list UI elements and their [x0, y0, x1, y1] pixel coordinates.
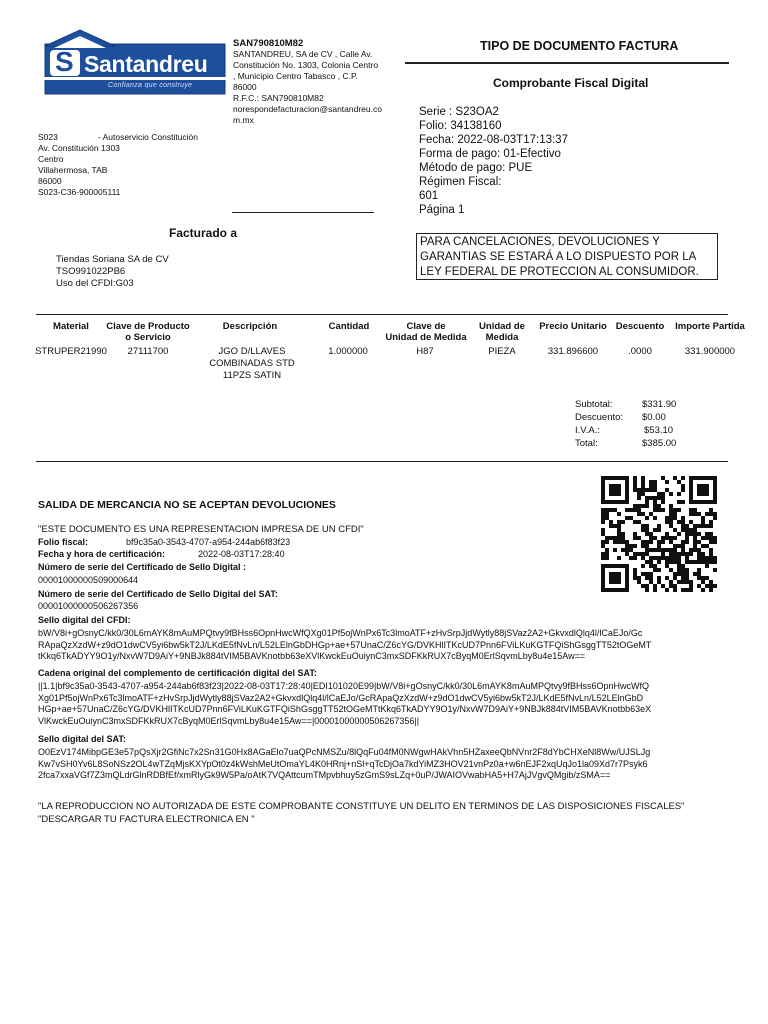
cadena-line: VlKwckEuOuiynC3mxSDFKkRUX7cByqM0ErlSqvmLby8u4e15Aw==|00001000000506267356||: [38, 715, 420, 726]
cell-descuento: .0000: [628, 346, 652, 357]
cadena-line: Xg01Pf5ojWnPx6Tc3lmoATF+zHvSrpJjdWytly88jSVaz2A2+GkvxdlQlq4l/lCaEJo/GcRApaQzXzdW+z9dO1dwCV5yi6bw5kT2J/LKdE5fNvLn/L52LElnGbD: [38, 692, 644, 703]
cell-clave-producto: 27111700: [127, 346, 169, 357]
branch-line: 86000: [38, 176, 62, 186]
col-header-clave-producto: [103, 321, 193, 343]
sello-cfdi-value: [38, 628, 728, 663]
cell-descripcion-2: COMBINADAS STD: [209, 358, 295, 369]
detail-serie: Serie : S23OA2: [419, 106, 499, 118]
col-header-clave-unidad-2: Unidad de Medida: [385, 332, 467, 343]
issuer-rfc-title: SAN790810M82: [233, 38, 304, 49]
cadena-line: HGp+ae+57UnaC/Z6cYG/DVKHlITKcUD7Pnn6FViLKuKGTFQiShGsggTT52tOGeMTtKkq6TkADYY9O1y/NxvW7D9AiY+9NBJk884tVIM5BAVKnotbb63eX: [38, 704, 652, 715]
notice-box: PARA CANCELACIONES, DEVOLUCIONES Y GARANTIAS SE ESTARÁ A LO DISPUESTO POR LA LEY FEDERAL DE PROTECCION AL CONSUMIDOR.: [416, 233, 718, 280]
cert-date-value: 2022-08-03T17:28:40: [198, 549, 285, 559]
billed-to-line: Tiendas Soriana SA de CV: [56, 254, 169, 265]
cadena-label: Cadena original del complemento de certificación digital del SAT:: [38, 668, 317, 678]
download-notice: "DESCARGAR TU FACTURA ELECTRONICA EN ": [38, 814, 255, 825]
descuento-value: $0.00: [642, 412, 666, 423]
issuer-line: m.mx: [233, 115, 254, 125]
issuer-address: [233, 49, 393, 126]
detail-page: Página 1: [419, 204, 465, 216]
detail-fecha: Fecha: 2022-08-03T17:13:37: [419, 134, 568, 146]
cell-importe: 331.900000: [684, 346, 736, 357]
divider: [36, 461, 728, 462]
total-value: $385.00: [642, 438, 677, 449]
divider: [36, 314, 728, 315]
sello-cfdi-line: RApaQzXzdW+z9dO1dwCV5yi6bw5kT2J/LKdE5fNvLn/L52LElnGbDHGp+ae+57UnaC/Z6cYG/DVKHlITKcUD7Pnn6FViLKuKGTFQiShGsggTT52tOGeMT: [38, 639, 652, 650]
col-header-material: Material: [53, 321, 89, 332]
detail-folio: Folio: 34138160: [419, 120, 502, 132]
col-header-unidad-2: Medida: [485, 332, 519, 343]
legal-notice: "LA REPRODUCCION NO AUTORIZADA DE ESTE COMPROBANTE CONSTITUYE UN DELITO EN TERMINOS DE LAS DISPOSICIONES FISCALES": [38, 801, 685, 812]
col-header-clave-unidad: [380, 321, 472, 343]
branch-line: Centro: [38, 154, 64, 164]
branch-line: Villahermosa, TAB: [38, 165, 108, 175]
logo-tagline: Confianza que construye: [108, 82, 193, 89]
cell-clave-unidad: H87: [416, 346, 434, 357]
cell-unidad: PIEZA: [488, 346, 516, 357]
iva-label: I.V.A.:: [575, 425, 600, 436]
sello-sat-line: O0EzV174MibpGE3e57pQsXjr2GfiNc7x2Sn31G0Hx8AGaElo7uaQPcNMSZu/8lQqFu04fM0NWgwHAkVhn5HZaxeeQbNVnr2F8dYbCHXeNl8Ww/UJSLJg: [38, 747, 651, 757]
cell-descripcion-1: JGO D/LLAVES: [218, 346, 286, 357]
cadena-line: ||1.1|bf9c35a0-3543-4707-a954-244ab6f83f23|2022-08-03T17:28:40|EDI101020E99|bW/V8i+gOsnyC/kk0/30L6mAYK8mAuMPQtvy9fBHss6OpnHwcWfQ: [38, 681, 649, 691]
col-header-precio: Precio Unitario: [539, 321, 607, 332]
issuer-line: R.F.C.: SAN790810M82: [233, 93, 324, 103]
col-header-descripcion: Descripción: [222, 321, 278, 332]
col-header-clave-producto-2: o Servicio: [125, 332, 171, 343]
qr-code-icon: [601, 475, 717, 593]
sello-sat-label: Sello digital del SAT:: [38, 734, 126, 744]
sello-cfdi-label: Sello digital del CFDI:: [38, 615, 131, 625]
cell-descripcion: [196, 346, 308, 382]
billed-to-line: Uso del CFDI:G03: [56, 278, 134, 289]
detail-metodo-pago: Método de pago: PUE: [419, 162, 533, 174]
cell-material: STRUPER21990: [35, 346, 107, 357]
issuer-line: norespondefacturacion@santandreu.co: [233, 104, 382, 114]
sat-cert-value: 00001000000506267356: [38, 601, 139, 611]
folio-fiscal-value: bf9c35a0-3543-4707-a954-244ab6f83f23: [126, 537, 291, 547]
cert-num-value: 00001000000509000644: [38, 575, 139, 585]
sello-sat-line: Kw7vSH0Yv6L8SoNSz2OL4wTZqMjsKXYpOt0z4kWshMeUtOmaYL4K0HRnj+nSl+qTcDjOa7kdYiMZ3HOV21vnPz0a+w6nEJF2xqUqJo1la09Xd7r7Psyk6: [38, 758, 648, 769]
detail-regimen-value: 601: [419, 190, 439, 202]
col-header-clave-unidad-1: Clave de: [406, 321, 446, 332]
sat-cert-label: Número de serie del Certificado de Sello Digital del SAT:: [38, 589, 278, 599]
billed-to-heading: Facturado a: [169, 226, 238, 240]
billed-to-info: [56, 254, 169, 290]
cell-cantidad: 1.000000: [328, 346, 368, 357]
col-header-unidad-1: Unidad de: [479, 321, 525, 332]
cert-num-label: Número de serie del Certificado de Sello Digital :: [38, 562, 247, 572]
detail-regimen-label: Régimen Fiscal:: [419, 176, 502, 188]
total-label: Total:: [575, 438, 598, 449]
cert-date-row: [38, 549, 285, 561]
document-subtitle: Comprobante Fiscal Digital: [493, 76, 649, 90]
branch-code: S023: [38, 132, 58, 142]
document-type-title: TIPO DE DOCUMENTO FACTURA: [480, 39, 679, 53]
cell-descripcion-3: 11PZS SATIN: [222, 370, 282, 381]
detail-forma-pago: Forma de pago: 01-Efectivo: [419, 148, 561, 160]
folio-fiscal-label: Folio fiscal:: [38, 537, 89, 547]
folio-fiscal-row: [38, 537, 291, 549]
branch-info: [38, 132, 238, 198]
issuer-line: , Municipio Centro Tabasco , C.P.: [233, 71, 358, 81]
no-returns-notice: SALIDA DE MERCANCIA NO SE ACEPTAN DEVOLUCIONES: [38, 499, 336, 511]
branch-name: - Autoservicio Constitución: [97, 132, 199, 142]
santandreu-logo: [44, 28, 226, 96]
divider: [232, 212, 374, 213]
sello-sat-value: [38, 747, 728, 782]
document-details: [419, 105, 568, 217]
issuer-line: Constitución No. 1303, Colonia Centro: [233, 60, 379, 70]
sello-cfdi-line: bW/V8i+gOsnyC/kk0/30L6mAYK8mAuMPQtvy9fBHss6OpnHwcWfQXg01Pf5ojWnPx6Tc3lmoATF+zHvSrpJjdWytly88jSVaz2A2+GkvxdlQlq4l/lCaEJo/Gc: [38, 628, 643, 638]
col-header-cantidad: Cantidad: [328, 321, 370, 332]
col-header-unidad: [474, 321, 530, 343]
logo-brand-name: Santandreu: [84, 51, 208, 77]
cadena-value: [38, 681, 728, 727]
subtotal-value: $331.90: [642, 399, 677, 410]
col-header-clave-producto-1: Clave de Producto: [106, 321, 190, 332]
divider: [405, 62, 729, 64]
branch-line: Av. Constitución 1303: [38, 143, 120, 153]
branch-line: S023-C36-900005111: [38, 187, 121, 197]
sello-cfdi-line: tKkq6TkADYY9O1y/NxvW7D9AiY+9NBJk884tVIM5BAVKnotbb63eXVlKwckEuOuiynC3mxSDFKkRUX7cByqM0ErlSqvmLby8u4e15Aw==: [38, 651, 586, 662]
issuer-line: SANTANDREU, SA de CV , Calle Av.: [233, 49, 373, 59]
subtotal-label: Subtotal:: [575, 399, 613, 410]
logo-s-icon: S: [55, 46, 74, 77]
cert-date-label: Fecha y hora de certificación:: [38, 549, 166, 559]
col-header-importe: Importe Partida: [675, 321, 745, 332]
issuer-line: 86000: [233, 82, 257, 92]
cfdi-representation: "ESTE DOCUMENTO ES UNA REPRESENTACION IMPRESA DE UN CFDI": [38, 524, 364, 535]
billed-to-line: TSO991022PB6: [56, 266, 126, 277]
cell-precio: 331.896600: [547, 346, 599, 357]
descuento-label: Descuento:: [575, 412, 624, 423]
iva-value: $53.10: [644, 425, 674, 436]
col-header-descuento: Descuento: [615, 321, 665, 332]
sello-sat-line: 2fca7xxaVGf7Z3mQLdrGlnRDBfEf/xmRlyGk9W5Pa/oAtK7VQAttcumTMpvbhuy5zGmS9sLZq+0uP/JWAIOVwabHA5+H7AjJVgvQMgib/zSMA==: [38, 770, 611, 781]
